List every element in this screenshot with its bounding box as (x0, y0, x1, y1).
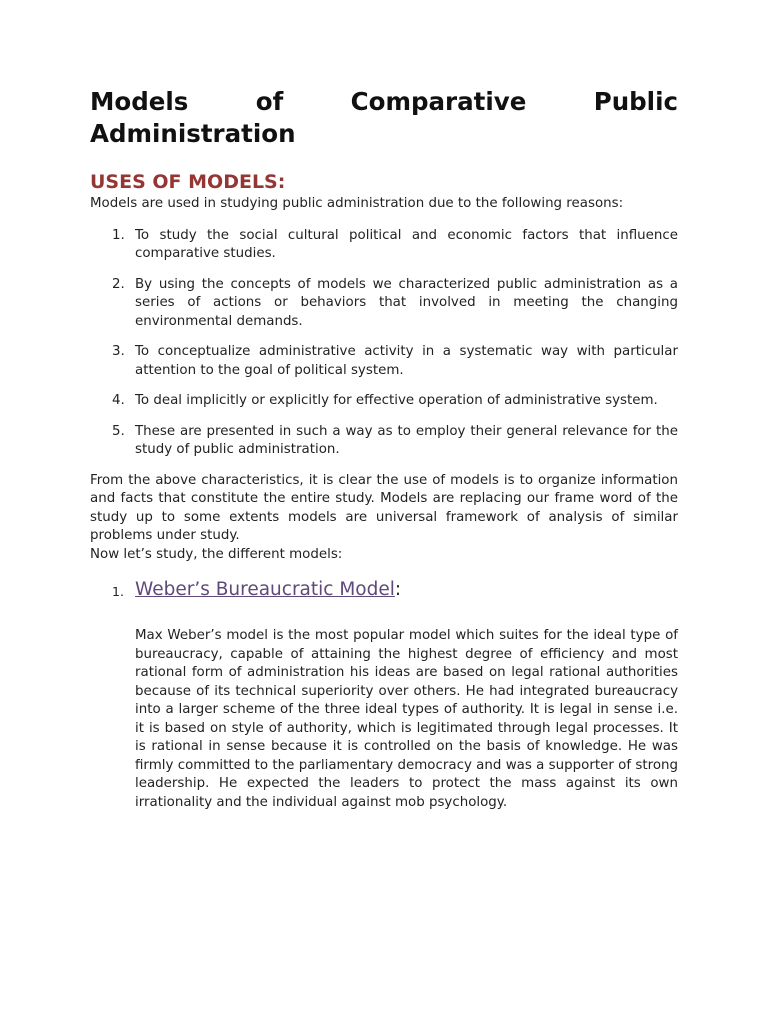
list-item-number: 2. (112, 276, 125, 292)
section-heading-uses-of-models: USES OF MODELS: (90, 171, 286, 193)
list-item-number: 1. (112, 227, 125, 243)
heading-colon: : (394, 579, 402, 600)
list-item (90, 423, 678, 460)
weber-model-link[interactable]: Weber’s Bureaucratic Model (135, 579, 395, 600)
list-item-number: 5. (112, 423, 125, 439)
list-item (90, 343, 678, 380)
list-item (90, 227, 678, 264)
list-item-number: 3. (112, 344, 125, 359)
document-title (90, 86, 678, 150)
list-item (90, 392, 678, 411)
characteristics-paragraph: From the above characteristics, it is clear the use of models is to organize information and facts that constitute the entire study. Models are replacing our frame word of the study up to some extents models are universal framework of analysis of similar problems under study. (90, 472, 678, 543)
model-heading-weber (90, 576, 678, 606)
list-item-number: 4. (112, 393, 125, 408)
reasons-list (90, 227, 678, 460)
model-number: 1. (112, 584, 124, 599)
different-models-intro: Now let’s study, the different models: (90, 546, 343, 562)
list-item (90, 276, 678, 332)
list-item-text: To study the social cultural political and economic factors that influence comparative studies. (135, 227, 678, 261)
title-line-2: Administration (90, 119, 296, 148)
list-item-text: These are presented in such a way as to employ their general relevance for the study of public administration. (135, 423, 678, 457)
list-item-text: By using the concepts of models we characterized public administration as a series of actions or behaviors that involved in meeting the changing environmental demands. (135, 276, 678, 329)
list-item-text: To conceptualize administrative activity in a systematic way with particular attention to the goal of political system. (135, 344, 678, 378)
list-item-text: To deal implicitly or explicitly for effective operation of administrative system. (135, 393, 658, 408)
title-line-1: Models of Comparative Public (90, 87, 678, 116)
intro-paragraph: Models are used in studying public administration due to the following reasons: (90, 196, 624, 211)
weber-model-paragraph: Max Weber’s model is the most popular model which suites for the ideal type of bureaucracy, capable of attaining the highest degree of efficiency and most rational form of administration his ideas are based on legal rational authorities because of its technical superiority over others. He had integrated bureaucracy into a larger scheme of the three ideal types of authority. It is legal in sense i.e. it is based on style of authority, which is legitimated through legal processes. It is rational in sense because it is controlled on the basis of knowledge. He was firmly committed to the parliamentary democracy and was a supporter of strong leadership. He expected the leaders to protect the mass against its own irrationality and the individual against mob psychology. (135, 628, 678, 810)
